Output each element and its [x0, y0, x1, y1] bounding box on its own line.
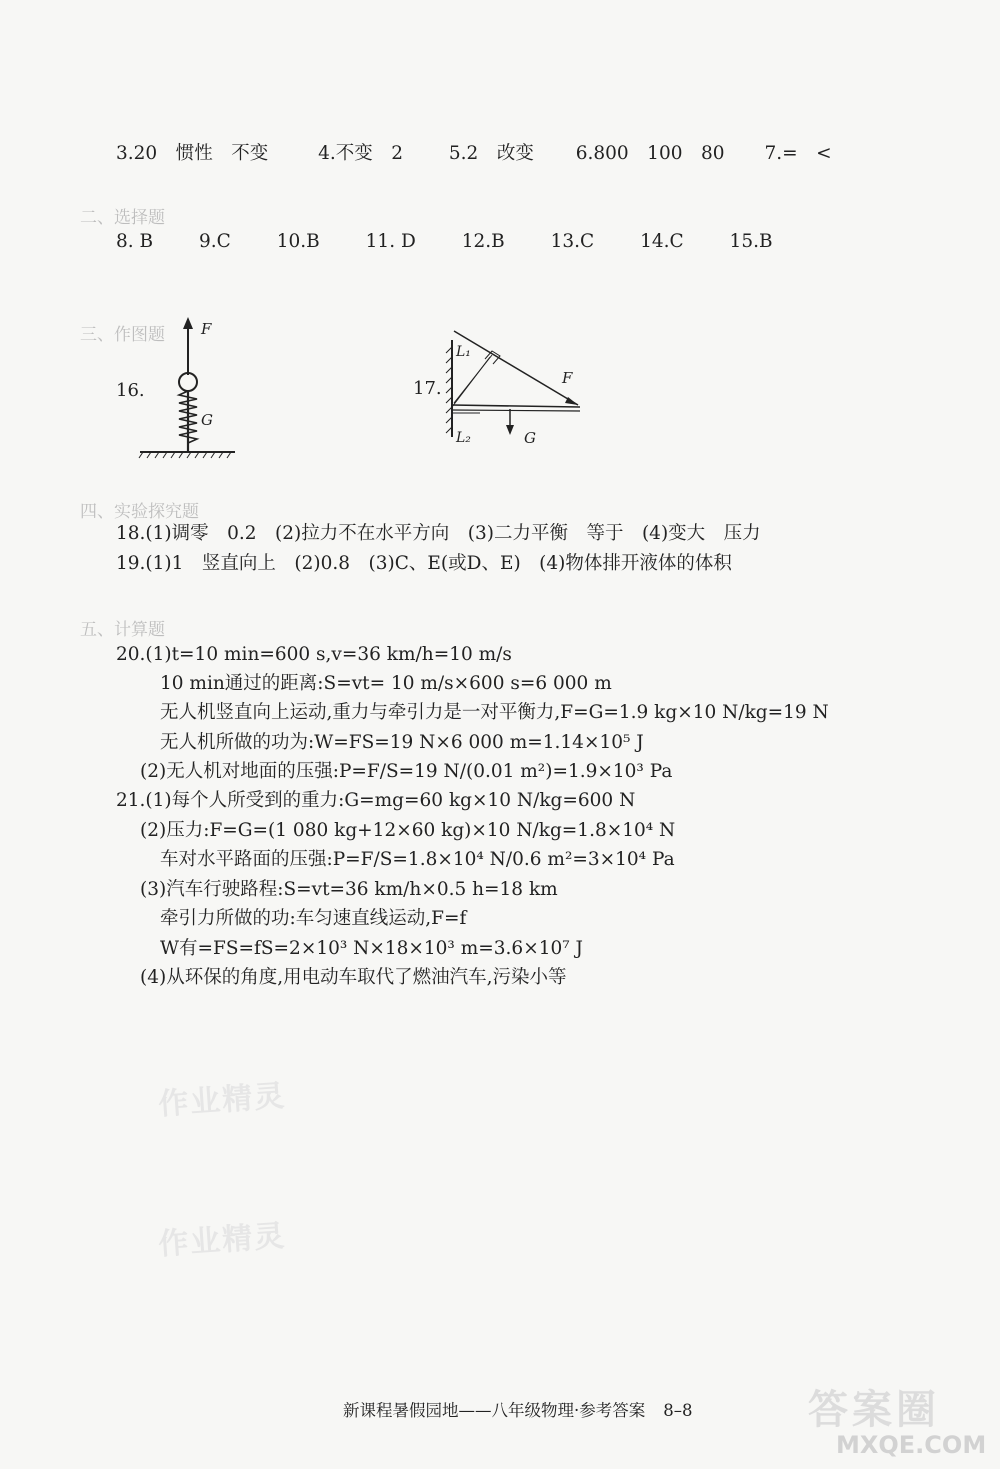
- figure-17-force-F-label: F: [562, 369, 573, 387]
- choice-9: 9.C: [199, 231, 231, 252]
- figure-17-number: 17.: [413, 378, 442, 399]
- experiment-19: 19.(1)1 竖直向上 (2)0.8 (3)C、E(或D、E) (4)物体排开液体的体积: [116, 553, 732, 574]
- corner-watermark-logo: [808, 1378, 987, 1459]
- choice-14: 14.C: [640, 231, 684, 252]
- calc-line-12: (4)从环保的角度,用电动车取代了燃油汽车,污染小等: [140, 967, 567, 988]
- calc-line-11: W有=FS=fS=2×10³ N×18×10³ m=3.6×10⁷ J: [160, 938, 583, 959]
- corner-logo-text: 答案圈: [808, 1387, 940, 1433]
- corner-logo-url: MXQE.COM: [836, 1431, 987, 1459]
- answers-row-1: [116, 143, 832, 165]
- choice-11: 11. D: [365, 231, 416, 252]
- answer-5: 5.2 改变: [448, 143, 534, 164]
- calc-line-2: 10 min通过的距离:S=vt= 10 m/s×600 s=6 000 m: [160, 673, 612, 694]
- answer-6: 6.800 100 80: [575, 143, 725, 164]
- figure-16-spring-diagram: [135, 315, 245, 460]
- figure-17-L2-label: L₂: [456, 430, 471, 446]
- figure-17-L1-label: L₁: [456, 344, 471, 360]
- section-heading-experiment: 四、实验探究题: [80, 502, 199, 522]
- answer-7: 7.= <: [764, 143, 832, 164]
- calc-line-4: 无人机所做的功为:W=FS=19 N×6 000 m=1.14×10⁵ J: [160, 732, 644, 753]
- choice-8: 8. B: [116, 231, 154, 252]
- calc-line-5: (2)无人机对地面的压强:P=F/S=19 N/(0.01 m²)=1.9×10³ Pa: [140, 761, 673, 782]
- answer-4: 4.不变 2: [318, 143, 404, 164]
- calc-line-8: 车对水平路面的压强:P=F/S=1.8×10⁴ N/0.6 m²=3×10⁴ Pa: [160, 849, 675, 870]
- figure-16-force-F-label: F: [201, 320, 212, 338]
- choice-12: 12.B: [461, 231, 505, 252]
- experiment-18: 18.(1)调零 0.2 (2)拉力不在水平方向 (3)二力平衡 等于 (4)变大 压力: [116, 523, 761, 544]
- calc-line-9: (3)汽车行驶路程:S=vt=36 km/h×0.5 h=18 km: [140, 879, 558, 900]
- choice-13: 13.C: [550, 231, 595, 252]
- calc-line-7: (2)压力:F=G=(1 080 kg+12×60 kg)×10 N/kg=1.8×10⁴ N: [140, 820, 676, 841]
- watermark-2: 作业精灵: [157, 1218, 288, 1263]
- calc-line-1: 20.(1)t=10 min=600 s,v=36 km/h=10 m/s: [116, 644, 512, 665]
- choice-10: 10.B: [276, 231, 320, 252]
- calc-line-3: 无人机竖直向上运动,重力与牵引力是一对平衡力,F=G=1.9 kg×10 N/kg=19 N: [160, 702, 829, 723]
- choice-answers: [116, 231, 773, 253]
- section-heading-calculation: 五、计算题: [80, 620, 165, 640]
- section-heading-choice: 二、选择题: [80, 208, 165, 228]
- watermark-1: 作业精灵: [157, 1078, 288, 1123]
- footer-title: 新课程暑假园地——八年级物理·参考答案: [343, 1401, 646, 1420]
- page-number: 8–8: [663, 1401, 693, 1420]
- page-footer: [343, 1397, 693, 1421]
- figure-16-number: 16.: [116, 380, 145, 401]
- calc-line-6: 21.(1)每个人所受到的重力:G=mg=60 kg×10 N/kg=600 N: [116, 790, 636, 811]
- section-heading-drawing: 三、作图题: [80, 325, 165, 345]
- figure-17-gravity-G-label: G: [524, 429, 536, 447]
- answer-3: 3.20 惯性 不变: [116, 143, 269, 164]
- calc-line-10: 牵引力所做的功:车匀速直线运动,F=f: [160, 908, 467, 929]
- figure-16-gravity-G-label: G: [201, 411, 213, 429]
- choice-15: 15.B: [729, 231, 773, 252]
